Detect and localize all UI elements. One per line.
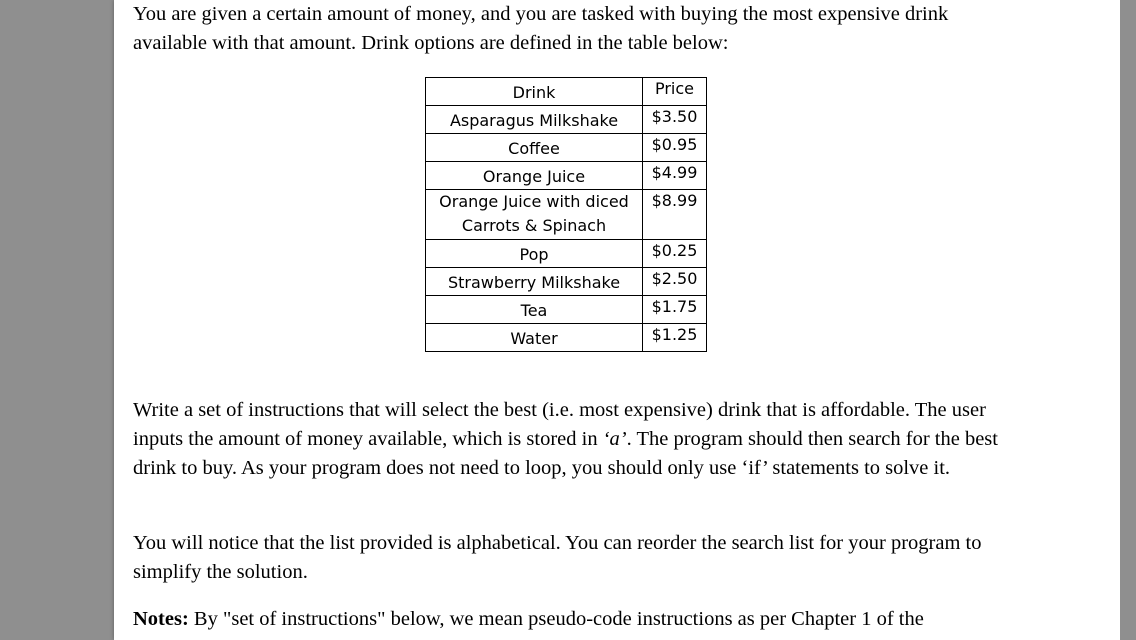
drink-name: Water [426, 324, 643, 352]
viewer-scroll-margin [1120, 0, 1136, 640]
drink-name-line-1: Orange Juice with diced [439, 192, 629, 211]
intro-paragraph: You are given a certain amount of money, and you are tasked with buying the most expensive drink available with that amount. Drink options are defined in the table below: [133, 3, 949, 54]
reorder-paragraph: You will notice that the list provided is alphabetical. You can reorder the search list for your program to simplify the solution. [133, 532, 982, 583]
drink-price: $0.25 [643, 240, 707, 268]
table-row [426, 190, 707, 240]
instructions-text-part-2: . The program should then search for the best drink to buy. As your program does not need to loop, you should only use ‘if’ statements to solve it. [133, 428, 998, 479]
drink-column-header: Drink [426, 78, 643, 106]
notes-label: Notes: [133, 608, 189, 630]
drink-name: Asparagus Milkshake [426, 106, 643, 134]
table-row [426, 162, 707, 190]
drink-price-table [425, 77, 707, 352]
instructions-paragraph [133, 396, 1013, 483]
drink-name: Pop [426, 240, 643, 268]
instructions-text-part-1: Write a set of instructions that will select the best (i.e. most expensive) drink that is affordable. The user inputs the amount of money available, which is stored in [133, 399, 986, 450]
drink-name [426, 190, 643, 240]
notes-paragraph [133, 605, 1013, 634]
price-column-header: Price [643, 78, 707, 106]
drink-price: $3.50 [643, 106, 707, 134]
table-row [426, 296, 707, 324]
drink-price: $1.75 [643, 296, 707, 324]
table-header-row [426, 78, 707, 106]
table-row [426, 268, 707, 296]
document-page [114, 0, 1120, 640]
notes-text: By "set of instructions" below, we mean pseudo-code instructions as per Chapter 1 of the [188, 608, 924, 630]
drink-price: $0.95 [643, 134, 707, 162]
table-row [426, 106, 707, 134]
drink-name: Strawberry Milkshake [426, 268, 643, 296]
drink-price: $4.99 [643, 162, 707, 190]
variable-name: ‘a’ [602, 428, 627, 450]
drink-name: Coffee [426, 134, 643, 162]
drink-name: Tea [426, 296, 643, 324]
drink-name-line-2: Carrots & Spinach [461, 216, 607, 235]
drink-price: $8.99 [643, 190, 707, 240]
drink-price: $1.25 [643, 324, 707, 352]
table-row [426, 240, 707, 268]
table-row [426, 134, 707, 162]
drink-price: $2.50 [643, 268, 707, 296]
table-row [426, 324, 707, 352]
drink-name: Orange Juice [426, 162, 643, 190]
